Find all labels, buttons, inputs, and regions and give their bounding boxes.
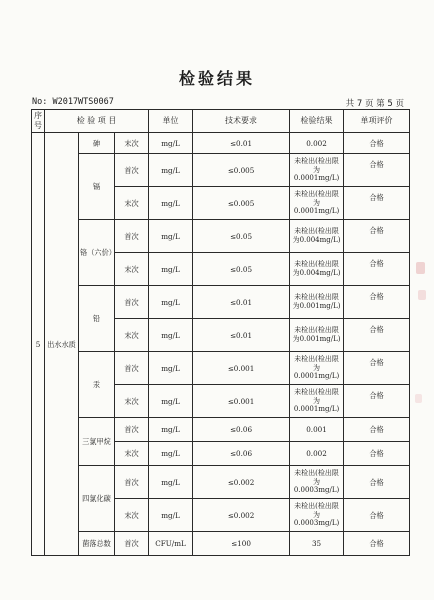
evaluation-cell: 合格 [344,352,410,385]
result-cell: 未检出(检出限为0.0003mg/L) [290,499,344,532]
sample-cell: 首次 [115,532,149,556]
requirement-cell: ≤0.01 [193,133,290,154]
table-header [32,110,410,133]
sample-cell: 首次 [115,352,149,385]
table-row [32,352,410,385]
sample-cell: 末次 [115,253,149,286]
unit-cell: mg/L [149,352,193,385]
evaluation-cell: 合格 [344,286,410,319]
seal-mark [416,262,425,274]
requirement-cell: ≤0.01 [193,319,290,352]
seq-cell: 5 [32,133,45,556]
header-evaluation: 单项评价 [344,110,410,133]
sample-cell: 末次 [115,187,149,220]
requirement-cell: ≤0.01 [193,286,290,319]
unit-cell: mg/L [149,253,193,286]
evaluation-cell: 合格 [344,442,410,466]
header-result: 检验结果 [290,110,344,133]
evaluation-cell: 合格 [344,253,410,286]
result-cell: 未检出(检出限为0.0001mg/L) [290,352,344,385]
result-cell: 未检出(检出限为0.004mg/L) [290,253,344,286]
unit-cell: mg/L [149,154,193,187]
result-cell: 未检出(检出限为0.0001mg/L) [290,385,344,418]
unit-cell: mg/L [149,220,193,253]
item-lead: 铅 [79,286,115,352]
result-cell: 未检出(检出限为0.001mg/L) [290,286,344,319]
requirement-cell: ≤0.05 [193,253,290,286]
item-mercury: 汞 [79,352,115,418]
requirement-cell: ≤0.06 [193,418,290,442]
unit-cell: mg/L [149,319,193,352]
sample-cell: 首次 [115,418,149,442]
requirement-cell: ≤0.005 [193,187,290,220]
result-cell: 未检出(检出限为0.0001mg/L) [290,154,344,187]
result-cell: 未检出(检出限为0.0001mg/L) [290,187,344,220]
result-cell: 未检出(检出限为0.001mg/L) [290,319,344,352]
result-cell: 未检出(检出限为0.0003mg/L) [290,466,344,499]
table-row [32,466,410,499]
unit-cell: CFU/mL [149,532,193,556]
unit-cell: mg/L [149,133,193,154]
table-row [32,220,410,253]
header-seq: 序号 [32,110,45,133]
item-colony-count: 菌落总数 [79,532,115,556]
unit-cell: mg/L [149,286,193,319]
sample-cell: 首次 [115,154,149,187]
item-cadmium: 镉 [79,154,115,220]
unit-cell: mg/L [149,466,193,499]
evaluation-cell: 合格 [344,133,410,154]
requirement-cell: ≤0.06 [193,442,290,466]
unit-cell: mg/L [149,418,193,442]
header-requirement: 技术要求 [193,110,290,133]
seal-mark [415,394,422,403]
result-cell: 0.001 [290,418,344,442]
result-cell: 35 [290,532,344,556]
header-unit: 单位 [149,110,193,133]
sample-cell: 首次 [115,286,149,319]
page-info: 共 7 页 第 5 页 [345,99,404,109]
table-row [32,418,410,442]
result-cell: 0.002 [290,133,344,154]
requirement-cell: ≤0.05 [193,220,290,253]
table-row [32,133,410,154]
sample-cell: 末次 [115,133,149,154]
evaluation-cell: 合格 [344,532,410,556]
report-number: No: W2017WTS0067 [32,97,114,107]
requirement-cell: ≤100 [193,532,290,556]
unit-cell: mg/L [149,385,193,418]
requirement-cell: ≤0.002 [193,499,290,532]
item-chromium: 铬（六价） [79,220,115,286]
table-row [32,286,410,319]
unit-cell: mg/L [149,499,193,532]
page-title: 检验结果 [178,69,255,88]
sample-cell: 末次 [115,442,149,466]
result-cell: 未检出(检出限为0.004mg/L) [290,220,344,253]
sample-cell: 末次 [115,319,149,352]
header-item: 检 验 项 目 [45,110,149,133]
seal-mark [418,290,426,300]
item-chloroform: 三氯甲烷 [79,418,115,466]
requirement-cell: ≤0.001 [193,385,290,418]
evaluation-cell: 合格 [344,418,410,442]
unit-cell: mg/L [149,187,193,220]
result-cell: 0.002 [290,442,344,466]
unit-cell: mg/L [149,442,193,466]
evaluation-cell: 合格 [344,499,410,532]
evaluation-cell: 合格 [344,319,410,352]
sample-cell: 末次 [115,499,149,532]
results-table [31,109,410,556]
requirement-cell: ≤0.001 [193,352,290,385]
item-arsenic: 砷 [79,133,115,154]
sample-cell: 末次 [115,385,149,418]
table-row [32,532,410,556]
evaluation-cell: 合格 [344,220,410,253]
table-row [32,154,410,187]
sample-cell: 首次 [115,466,149,499]
category-cell: 出水水质 [45,133,79,556]
requirement-cell: ≤0.002 [193,466,290,499]
requirement-cell: ≤0.005 [193,154,290,187]
sample-cell: 首次 [115,220,149,253]
evaluation-cell: 合格 [344,187,410,220]
evaluation-cell: 合格 [344,154,410,187]
evaluation-cell: 合格 [344,385,410,418]
item-carbon-tetrachloride: 四氯化碳 [79,466,115,532]
evaluation-cell: 合格 [344,466,410,499]
